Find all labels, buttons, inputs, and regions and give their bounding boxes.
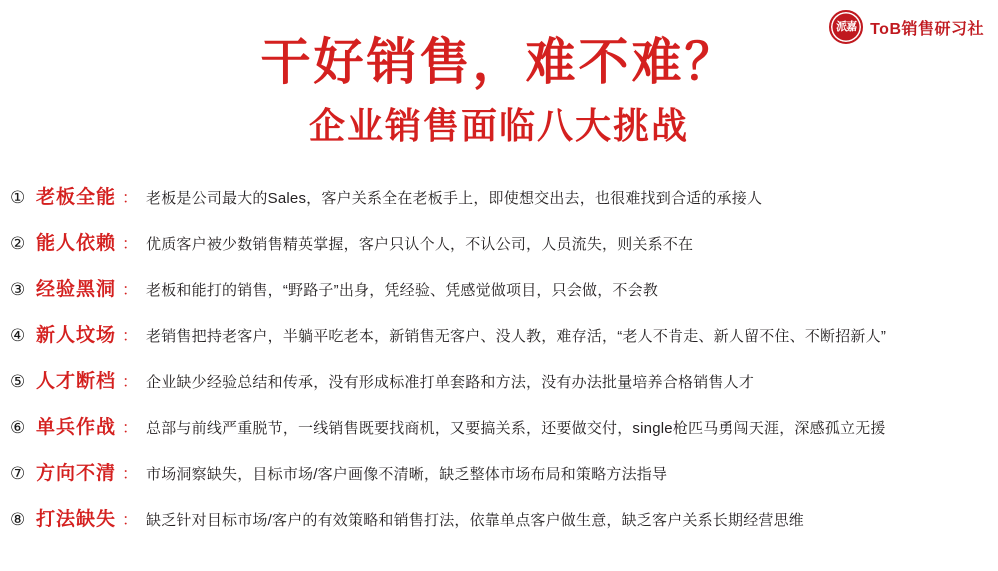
item-colon: ： bbox=[122, 328, 139, 345]
item-description: 缺乏针对目标市场/客户的有效策略和销售打法，依靠单点客户做生意，缺乏客户关系长期经营思维 bbox=[146, 512, 805, 529]
item-colon: ： bbox=[122, 466, 139, 483]
item-number: ① bbox=[10, 188, 26, 207]
item-description: 市场洞察缺失，目标市场/客户画像不清晰，缺乏整体市场布局和策略方法指导 bbox=[146, 466, 668, 483]
item-colon: ： bbox=[122, 282, 139, 299]
item-number: ③ bbox=[10, 280, 26, 299]
item-number: ⑥ bbox=[10, 418, 26, 437]
item-number: ⑦ bbox=[10, 464, 26, 483]
list-item bbox=[10, 366, 988, 412]
brand-name: ToB销售研习社 bbox=[870, 20, 984, 38]
seal-text: 派嘉 bbox=[836, 20, 857, 33]
list-item bbox=[10, 412, 988, 458]
challenge-list bbox=[10, 182, 988, 550]
item-keyword: 方向不清 bbox=[36, 463, 117, 484]
item-description: 优质客户被少数销售精英掌握，客户只认个人，不认公司，人员流失，则关系不在 bbox=[146, 236, 694, 253]
item-keyword: 单兵作战 bbox=[36, 417, 117, 438]
item-description: 总部与前线严重脱节，一线销售既要找商机，又要搞关系，还要做交付，single枪匹马勇闯天涯，深感孤立无援 bbox=[146, 420, 886, 437]
item-keyword: 新人坟场 bbox=[36, 325, 117, 346]
item-description: 企业缺少经验总结和传承，没有形成标准打单套路和方法，没有办法批量培养合格销售人才 bbox=[146, 374, 755, 391]
item-colon: ： bbox=[122, 512, 139, 529]
list-item bbox=[10, 274, 988, 320]
item-keyword: 打法缺失 bbox=[36, 509, 117, 530]
page-subtitle: 企业销售面临八大挑战 bbox=[308, 105, 689, 146]
list-item bbox=[10, 228, 988, 274]
item-description: 老板是公司最大的Sales，客户关系全在老板手上，即使想交出去，也很难找到合适的承接人 bbox=[146, 190, 763, 207]
item-colon: ： bbox=[122, 420, 139, 437]
item-number: ② bbox=[10, 234, 26, 253]
item-description: 老板和能打的销售，“野路子”出身，凭经验、凭感觉做项目，只会做，不会教 bbox=[146, 282, 659, 299]
item-number: ④ bbox=[10, 326, 26, 345]
item-description: 老销售把持老客户，半躺平吃老本，新销售无客户、没人教，难存活，“老人不肯走、新人留不住、不断招新人” bbox=[146, 328, 887, 345]
page-title: 干好销售，难不难？ bbox=[260, 34, 738, 90]
item-colon: ： bbox=[122, 236, 139, 253]
item-number: ⑧ bbox=[10, 510, 26, 529]
item-keyword: 老板全能 bbox=[36, 187, 117, 208]
item-keyword: 经验黑洞 bbox=[36, 279, 117, 300]
item-number: ⑤ bbox=[10, 372, 26, 391]
list-item bbox=[10, 458, 988, 504]
item-colon: ： bbox=[122, 374, 139, 391]
list-item bbox=[10, 504, 988, 550]
item-keyword: 能人依赖 bbox=[36, 233, 117, 254]
list-item bbox=[10, 320, 988, 366]
item-keyword: 人才断档 bbox=[36, 371, 117, 392]
list-item bbox=[10, 182, 988, 228]
item-colon: ： bbox=[122, 190, 139, 207]
